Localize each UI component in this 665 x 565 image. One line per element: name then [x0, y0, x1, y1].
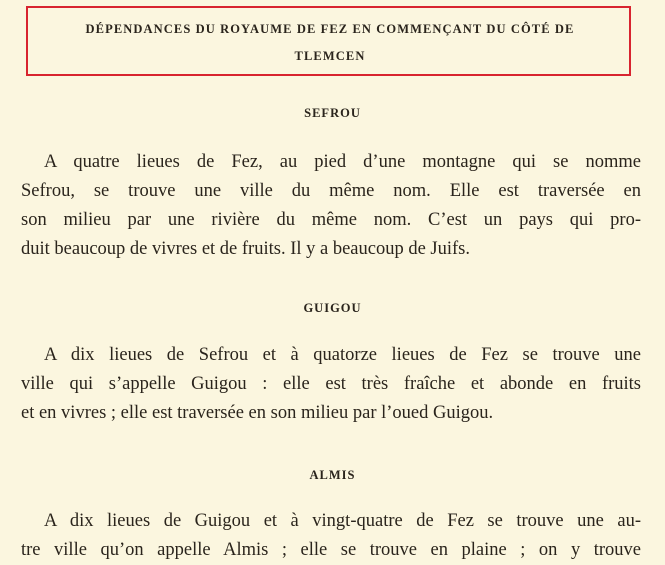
text-line: Sefrou, se trouve une ville du même nom. Elle est traversée en — [21, 181, 641, 201]
text-line: son milieu par une rivière du même nom. C’est un pays qui pro- — [21, 210, 641, 230]
chapter-title — [40, 16, 620, 70]
paragraph-sefrou — [21, 148, 641, 264]
text-line: A dix lieues de Guigou et à vingt-quatre de Fez se trouve une au- — [44, 511, 641, 531]
text-line: A quatre lieues de Fez, au pied d’une montagne qui se nomme — [44, 152, 641, 172]
chapter-title-line-1: DÉPENDANCES DU ROYAUME DE FEZ EN COMMENÇANT DU CÔTÉ DE — [85, 22, 575, 36]
paragraph-almis — [21, 507, 641, 565]
section-heading-guigou: GUIGOU — [303, 301, 362, 315]
paragraph-guigou — [21, 341, 641, 428]
text-line: tre ville qu’on appelle Almis ; elle se trouve en plaine ; on y trouve — [21, 540, 641, 560]
chapter-title-line-2: TLEMCEN — [294, 49, 366, 63]
section-heading-almis: ALMIS — [309, 468, 356, 482]
text-line: duit beaucoup de vivres et de fruits. Il y a beaucoup de Juifs. — [21, 239, 471, 259]
text-line: et en vivres ; elle est traversée en son milieu par l’oued Guigou. — [21, 403, 494, 423]
section-heading-sefrou: SEFROU — [304, 106, 361, 120]
text-line: A dix lieues de Sefrou et à quatorze lieues de Fez se trouve une — [44, 345, 641, 365]
text-line: ville qui s’appelle Guigou : elle est très fraîche et abonde en fruits — [21, 374, 641, 394]
